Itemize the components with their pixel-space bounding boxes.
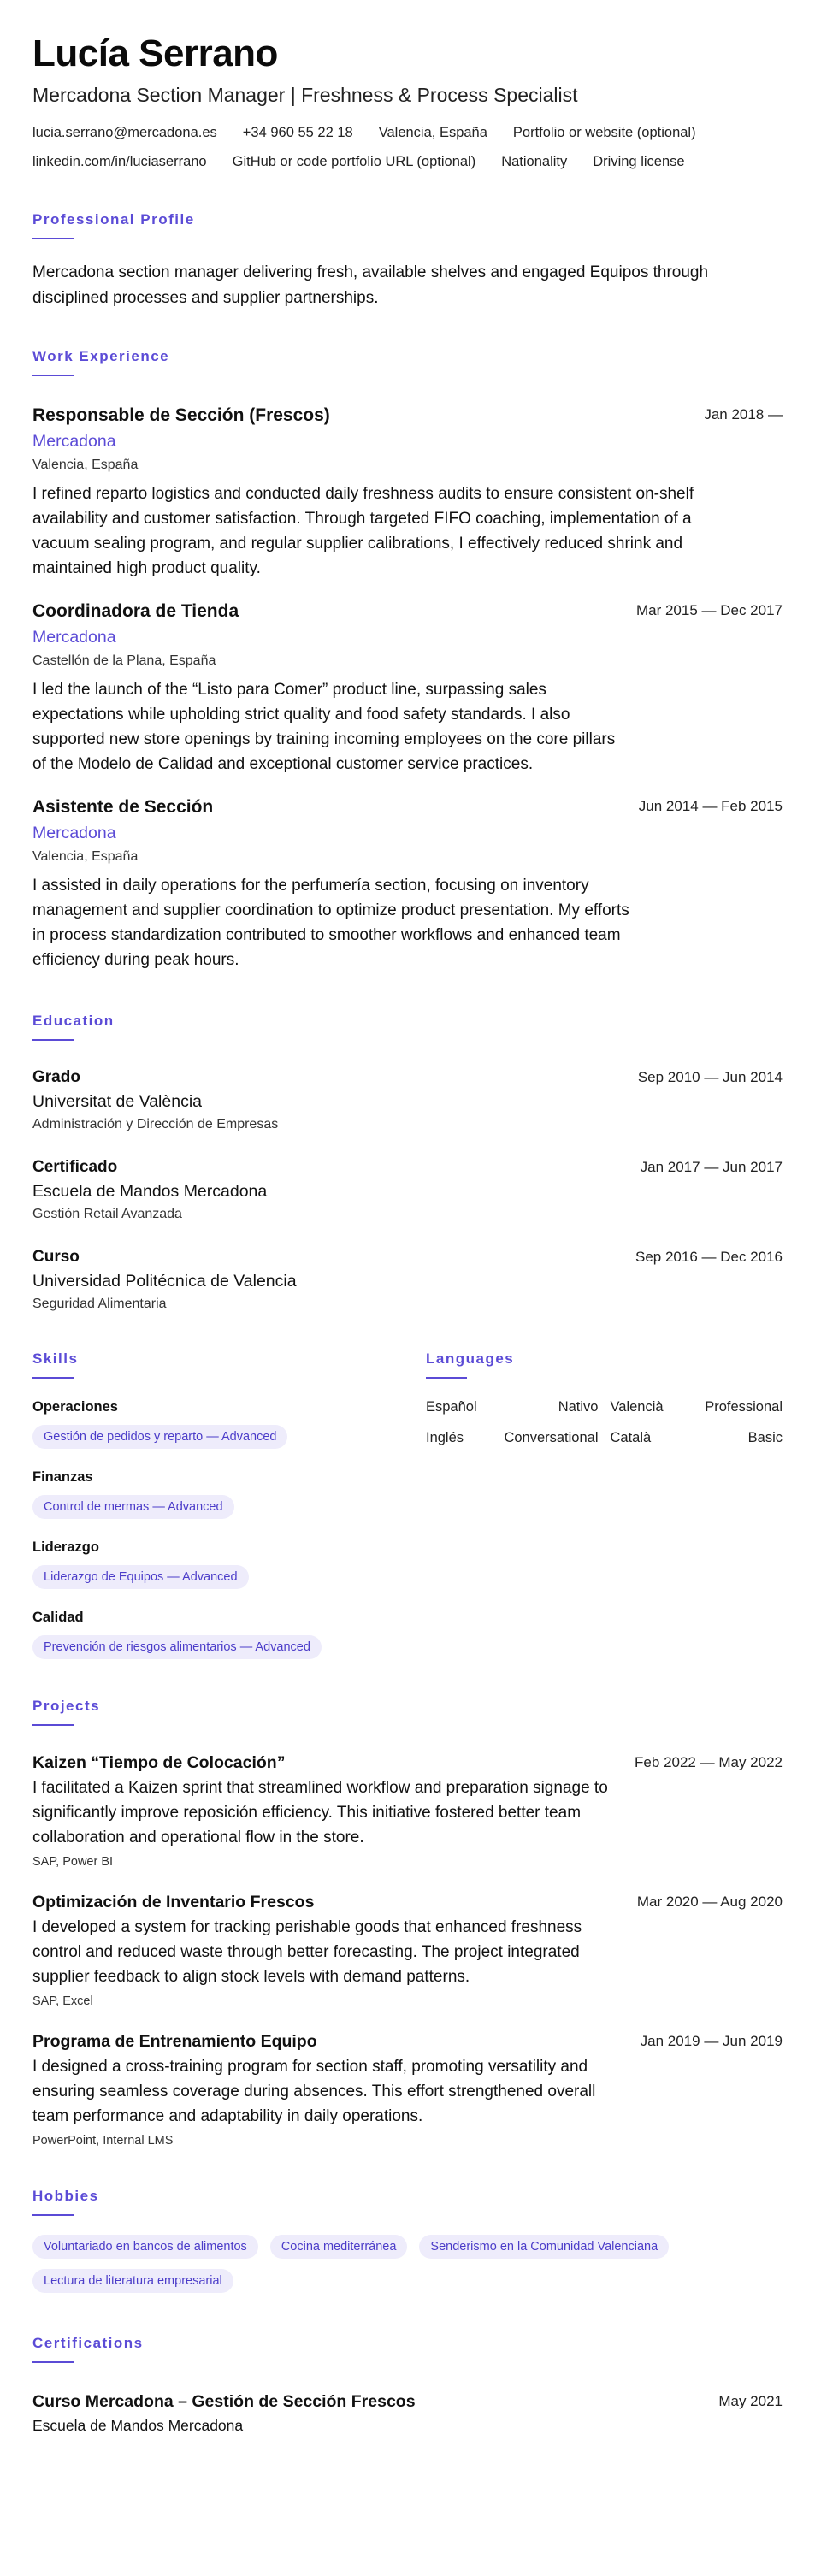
language-level: Nativo [558,1399,599,1415]
project-entry [32,2030,783,2149]
education-degree: Curso [32,1248,80,1266]
skill-category: Finanzas [32,1469,93,1485]
contact-phone[interactable]: +34 960 55 22 18 [242,125,353,140]
candidate-headline: Mercadona Section Manager | Freshness & Process Specialist [32,84,578,106]
section-divider [32,1724,74,1726]
work-list [32,404,783,972]
contact-github[interactable]: GitHub or code portfolio URL (optional) [232,154,476,169]
education-school: Universitat de València [32,1092,202,1111]
skill-category: Liderazgo [32,1539,99,1555]
skill-chip: Control de mermas — Advanced [32,1495,234,1519]
project-technologies: SAP, Power BI [32,1855,114,1869]
skill-group [32,1538,426,1589]
section-divider [32,2214,74,2216]
language-name: Català [610,1430,652,1445]
language-name: Español [426,1399,477,1415]
section-title-projects: Projects [32,1698,101,1714]
skill-group [32,1468,426,1519]
contact-location: Valencia, España [378,125,487,140]
work-company: Mercadona [32,628,116,647]
certification-issuer: Escuela de Mandos Mercadona [32,2417,244,2434]
work-description: I led the launch of the “Listo para Comer” product line, surpassing sales expectations while upholding strict quality and food safety standards. I also supported new store openings by training incoming employees on the core pillars of the Modelo de Calidad and exceptional customer service practices. [32,681,616,773]
languages-list [426,1397,783,1447]
skills-list [32,1397,426,1659]
language-level: Conversational [504,1430,599,1445]
skill-chip: Prevención de riesgos alimentarios — Advanced [32,1635,322,1659]
education-dates: Jan 2017 — Jun 2017 [640,1159,783,1175]
section-divider [32,375,74,376]
work-dates: Jan 2018 — [704,406,783,422]
project-entry [32,1752,783,1870]
contact-driving-license: Driving license [593,154,685,169]
projects-section [32,1697,783,2149]
work-location: Valencia, España [32,458,139,472]
skills-languages-row [32,1350,783,1659]
candidate-name: Lucía Serrano [32,32,278,74]
project-dates: Jan 2019 — Jun 2019 [640,2033,783,2049]
work-dates: Mar 2015 — Dec 2017 [635,602,783,618]
hobby-chip: Senderismo en la Comunidad Valenciana [419,2235,669,2259]
education-field: Seguridad Alimentaria [32,1297,167,1311]
work-entry [32,600,783,777]
education-section [32,1012,783,1314]
education-degree: Certificado [32,1158,118,1176]
resume-header [32,32,783,171]
contact-email[interactable]: lucia.serrano@mercadona.es [32,125,217,140]
education-dates: Sep 2010 — Jun 2014 [637,1069,783,1085]
skill-category: Calidad [32,1610,84,1625]
language-level: Basic [747,1430,783,1445]
skills-section [32,1350,426,1659]
skill-chip: Gestión de pedidos y reparto — Advanced [32,1425,287,1449]
work-entry [32,795,783,972]
work-role: Coordinadora de Tienda [32,601,239,621]
skill-group [32,1397,426,1449]
section-title-profile: Professional Profile [32,211,195,227]
hobby-chip: Cocina mediterránea [270,2235,408,2259]
work-location: Valencia, España [32,849,139,864]
education-degree: Grado [32,1068,80,1086]
work-role: Asistente de Sección [32,797,214,817]
work-company: Mercadona [32,432,116,451]
section-divider [32,238,74,239]
work-entry [32,404,783,581]
project-description: I facilitated a Kaizen sprint that streamlined workflow and preparation signage to significantly improve reposición efficiency. This initiative fostered better team collaboration and operational flow in the store. [32,1779,608,1846]
section-title-certifications: Certifications [32,2335,144,2351]
languages-section [426,1350,783,1659]
project-name: Programa de Entrenamiento Equipo [32,2032,317,2051]
contact-nationality: Nationality [501,154,568,169]
project-dates: Feb 2022 — May 2022 [635,1754,783,1770]
work-section [32,347,783,972]
contact-linkedin[interactable]: linkedin.com/in/luciaserrano [32,154,207,169]
education-entry [32,1156,783,1224]
section-title-work: Work Experience [32,348,170,364]
language-item [611,1397,783,1416]
certification-entry [32,2390,783,2437]
section-divider [32,1377,74,1379]
language-name: Inglés [426,1430,464,1445]
project-technologies: SAP, Excel [32,1994,93,2008]
language-item [426,1397,599,1416]
work-description: I assisted in daily operations for the perfumería section, focusing on inventory management and supplier coordination to optimize product presentation. My efforts in process standardization contributed to smoother workflows and enhanced team efficiency during peak hours. [32,877,629,969]
language-level: Professional [705,1399,783,1415]
education-school: Universidad Politécnica de Valencia [32,1272,297,1291]
language-item [426,1428,599,1447]
education-field: Gestión Retail Avanzada [32,1207,182,1221]
section-title-hobbies: Hobbies [32,2188,99,2204]
section-divider [32,1039,74,1041]
education-field: Administración y Dirección de Empresas [32,1117,279,1131]
education-school: Escuela de Mandos Mercadona [32,1182,268,1201]
project-technologies: PowerPoint, Internal LMS [32,2134,174,2148]
project-name: Optimización de Inventario Frescos [32,1893,315,1911]
skill-group [32,1608,426,1659]
section-divider [32,2361,74,2363]
certifications-section [32,2334,783,2437]
work-dates: Jun 2014 — Feb 2015 [638,798,783,814]
work-description: I refined reparto logistics and conducted daily freshness audits to ensure consistent on-shelf availability and customer satisfaction. Through targeted FIFO coaching, implementation of a vacuum sealing program, and regular supplier calibrations, I effectively reduced shrink and maintained high product quality. [32,485,694,577]
contact-portfolio[interactable]: Portfolio or website (optional) [512,125,696,140]
education-dates: Sep 2016 — Dec 2016 [635,1249,783,1265]
section-title-education: Education [32,1013,115,1029]
language-name: Valencià [610,1399,664,1415]
project-description: I designed a cross-training program for section staff, promoting versatility and ensuring seamless coverage during absences. This effort strengthened overall team performance and adaptability in daily operations. [32,2058,596,2125]
project-dates: Mar 2020 — Aug 2020 [636,1894,783,1910]
certification-name: Curso Mercadona – Gestión de Sección Frescos [32,2392,416,2411]
project-entry [32,1891,783,2010]
certification-date: May 2021 [718,2393,783,2409]
education-list [32,1066,783,1314]
contact-list [32,123,768,171]
education-entry [32,1066,783,1134]
work-role: Responsable de Sección (Frescos) [32,405,330,425]
work-company: Mercadona [32,824,116,842]
education-entry [32,1246,783,1314]
hobby-chip: Voluntariado en bancos de alimentos [32,2235,258,2259]
section-divider [426,1377,467,1379]
hobbies-section [32,2187,783,2293]
section-title-skills: Skills [32,1350,79,1367]
skill-category: Operaciones [32,1399,118,1415]
section-title-languages: Languages [426,1350,515,1367]
work-location: Castellón de la Plana, España [32,653,216,668]
project-description: I developed a system for tracking perishable goods that enhanced freshness control and reduced waste through better forecasting. The project integrated supplier feedback to align stock levels with demand patterns. [32,1918,582,1986]
skill-chip: Liderazgo de Equipos — Advanced [32,1565,249,1589]
projects-list [32,1752,783,2149]
project-name: Kaizen “Tiempo de Colocación” [32,1753,286,1772]
hobby-chip: Lectura de literatura empresarial [32,2269,233,2293]
profile-summary: Mercadona section manager delivering fresh, available shelves and engaged Equipos through disciplined processes and supplier partnerships. [32,263,709,307]
language-item [611,1428,783,1447]
hobbies-list [32,2235,768,2293]
profile-section [32,210,783,311]
